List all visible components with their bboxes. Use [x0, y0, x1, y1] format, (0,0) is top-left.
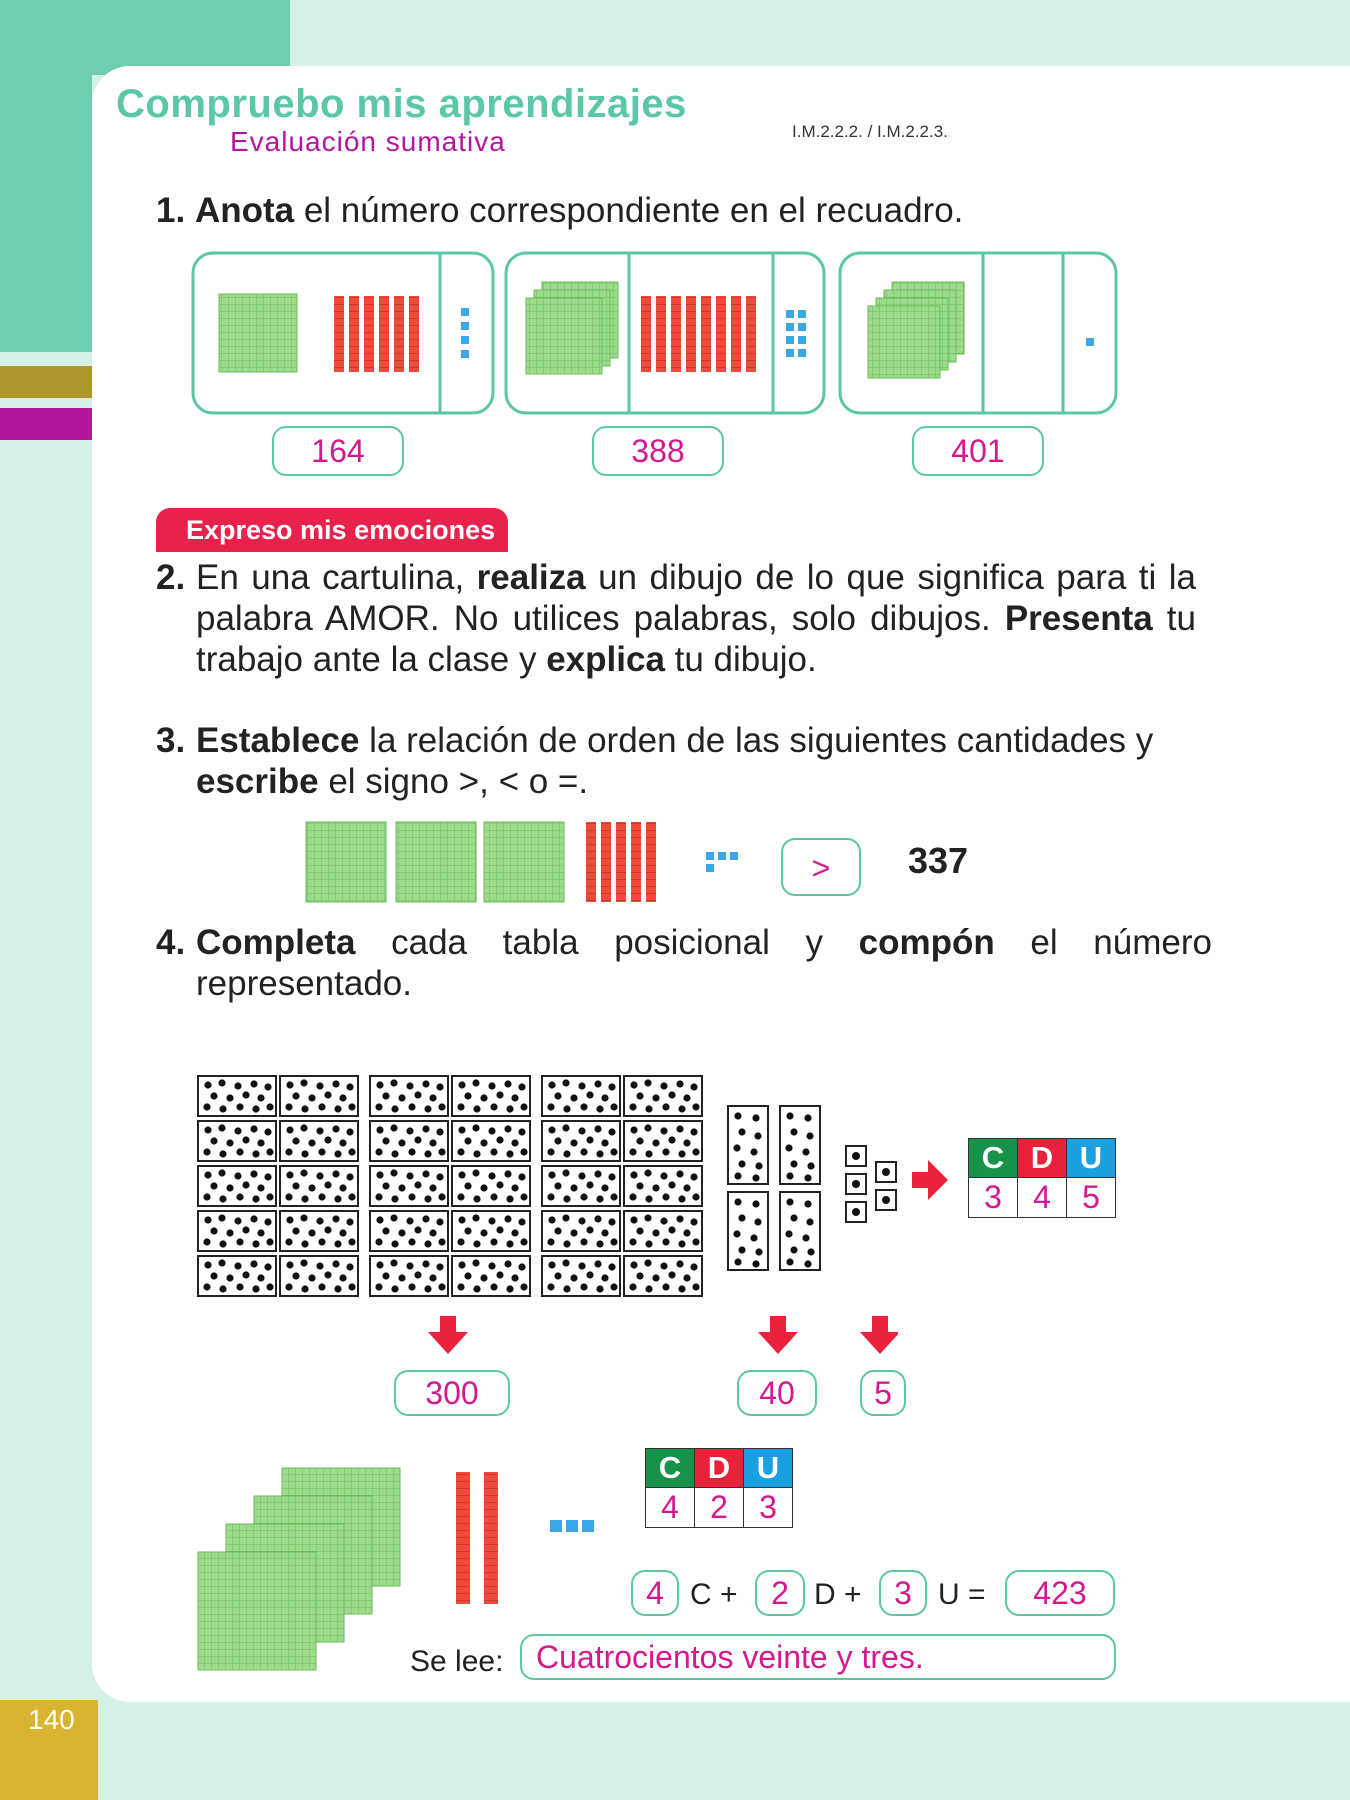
tens-digit-box[interactable]: 2 [755, 1570, 805, 1616]
header-u: U [1067, 1139, 1116, 1178]
question-verb: Anota [194, 191, 295, 230]
place-value-table-2 [645, 1448, 793, 1528]
compare-number: 337 [908, 840, 969, 881]
olive-stripe [0, 366, 92, 398]
tens-cards [728, 1106, 820, 1270]
right-arrow-icon [912, 1160, 948, 1200]
tens-label: D + [814, 1578, 862, 1611]
emotions-tab: Expreso mis emociones [156, 508, 508, 552]
page-subtitle: Evaluación sumativa [230, 126, 506, 157]
question-2: 2. En una cartulina, realiza un dibujo de lo que significa para ti la palabra AMOR. No utilices palabras, solo dibujos. Presenta tu trabajo ante la clase y explica tu dibujo. [156, 558, 1196, 679]
top-color-band [92, 0, 290, 75]
question-number: 1. [156, 191, 186, 230]
question-verb: realiza [476, 558, 586, 597]
question-text: el número correspondiente en el recuadro. [294, 191, 964, 230]
digit-u[interactable]: 3 [744, 1488, 793, 1528]
units-value-box[interactable]: 5 [860, 1370, 906, 1416]
question-verb: Presenta [1004, 599, 1153, 638]
question-verb: escribe [196, 762, 319, 801]
units-label: U = [938, 1578, 986, 1611]
base-ten-blocks-q3 [300, 816, 760, 906]
header-d: D [695, 1449, 744, 1488]
header-c: C [969, 1139, 1018, 1178]
tens-value-box[interactable]: 40 [737, 1370, 817, 1416]
base-ten-blocks-q1 [186, 248, 1126, 418]
question-verb: Establece [196, 721, 360, 760]
hundreds-cards [198, 1076, 702, 1296]
header-d: D [1018, 1139, 1067, 1178]
hundreds-value-box[interactable]: 300 [394, 1370, 510, 1416]
answer-box-2[interactable]: 388 [592, 426, 724, 476]
question-1 [156, 190, 963, 231]
question-number: 3. [156, 721, 186, 760]
units-digit-box[interactable]: 3 [879, 1570, 927, 1616]
question-verb: explica [546, 640, 665, 679]
question-3: 3. Establece la relación de orden de las siguientes cantidades y escribe el signo >, < o =. [156, 721, 1154, 801]
hundreds-label: C + [690, 1578, 738, 1611]
question-4: 4. Completa cada tabla posicional y compón el número representado. [156, 923, 1212, 1003]
answer-box-1[interactable]: 164 [272, 426, 404, 476]
down-arrow-icon [860, 1316, 898, 1354]
down-arrow-icon [428, 1316, 468, 1354]
left-color-band [0, 0, 92, 352]
question-verb: compón [858, 923, 995, 962]
total-box[interactable]: 423 [1005, 1570, 1115, 1616]
curriculum-code: I.M.2.2.2. / I.M.2.2.3. [792, 122, 948, 141]
digit-c[interactable]: 4 [646, 1488, 695, 1528]
hundreds-digit-box[interactable]: 4 [631, 1570, 679, 1616]
digit-c[interactable]: 3 [969, 1178, 1018, 1218]
units-cards [846, 1146, 896, 1222]
down-arrow-icon [758, 1316, 798, 1354]
page-title: Compruebo mis aprendizajes [116, 82, 687, 126]
page-number: 140 [28, 1704, 75, 1735]
header-c: C [646, 1449, 695, 1488]
order-sign-box[interactable]: > [781, 838, 861, 896]
question-verb: Completa [196, 923, 356, 962]
down-arrows [428, 1314, 898, 1360]
digit-d[interactable]: 4 [1018, 1178, 1067, 1218]
reads-label: Se lee: [410, 1645, 504, 1678]
question-number: 2. [156, 558, 186, 597]
header-u: U [744, 1449, 793, 1488]
place-value-table-1 [968, 1138, 1116, 1218]
digit-d[interactable]: 2 [695, 1488, 744, 1528]
magenta-stripe [0, 408, 92, 440]
reads-answer-box[interactable]: Cuatrocientos veinte y tres. [520, 1634, 1116, 1680]
question-number: 4. [156, 923, 186, 962]
answer-box-3[interactable]: 401 [912, 426, 1044, 476]
digit-u[interactable]: 5 [1067, 1178, 1116, 1218]
